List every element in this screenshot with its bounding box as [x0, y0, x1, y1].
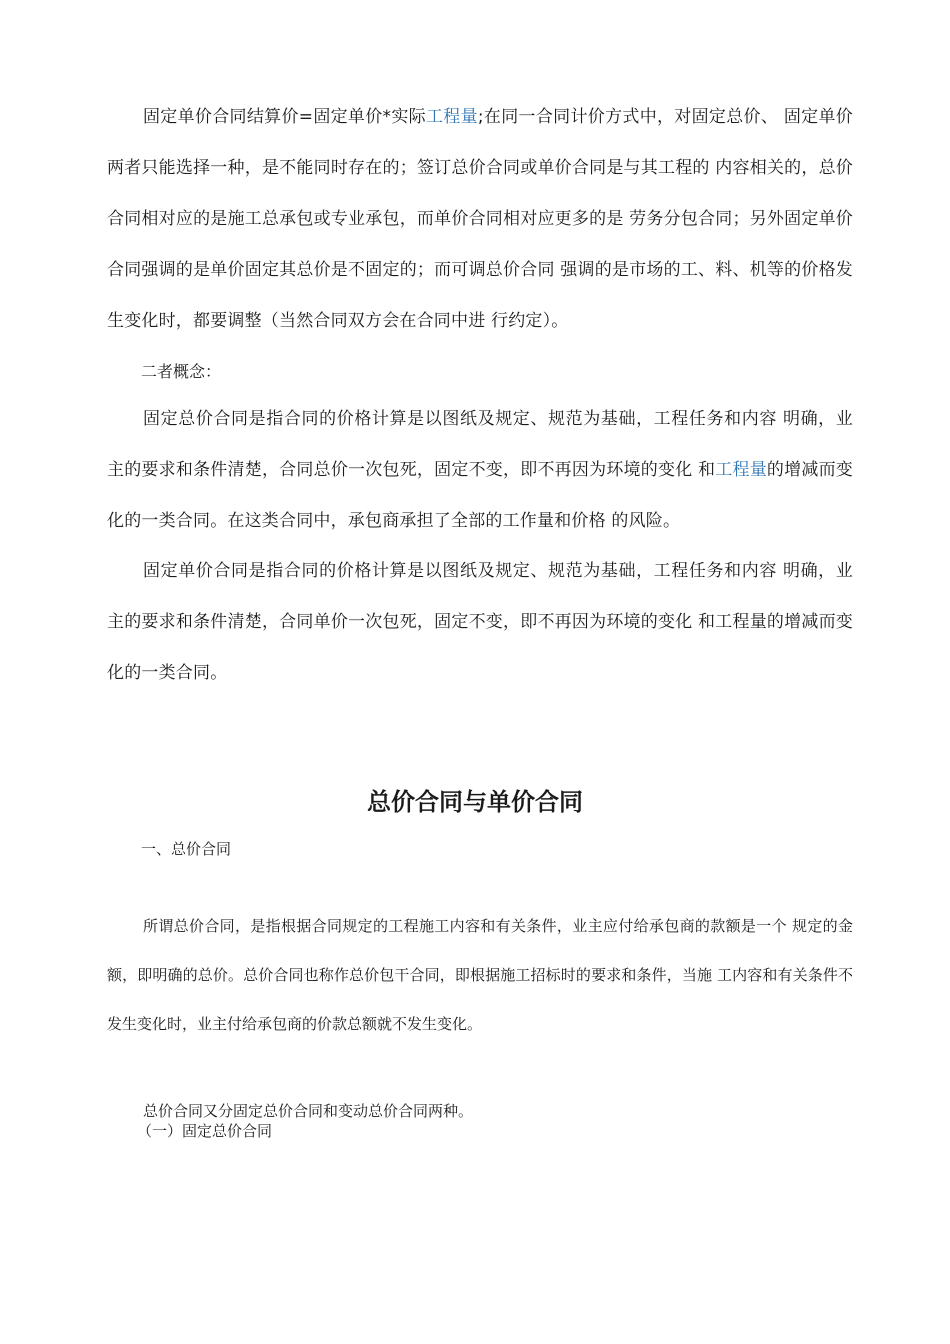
paragraph-text: 的增减而变化的一类合同。在这类合同中，承包商承担了全部的工作量和价格 的风险。	[107, 460, 853, 531]
concept-label: 二者概念：	[141, 362, 222, 381]
link-quantity[interactable]: 工程量	[715, 460, 767, 480]
paragraph-total-contract: 所谓总价合同，是指根据合同规定的工程施工内容和有关条件，业主应付给承包商的款额是一个 规定的金额，即明确的总价。总价合同也称作总价包干合同，即根据施工招标时的要求和条件，当施 工内容和有关条件不发生变化时，业主付给承包商的价款总额就不发生变化。	[107, 917, 853, 1033]
contract-types-line: 总价合同又分固定总价合同和变动总价合同两种。	[143, 1102, 474, 1120]
paragraph-text: 固定总价合同是指合同的价格计算是以图纸及规定、规范为基础，工程任务和内容 明确，业主的要求和条件清楚，合同总价一次包死，固定不变，即不再因为环境的变化 和	[107, 409, 853, 480]
paragraph-fixed-total	[107, 394, 853, 547]
paragraph-fixed-unit: 固定单价合同是指合同的价格计算是以图纸及规定、规范为基础，工程任务和内容 明确，业主的要求和条件清楚，合同单价一次包死，固定不变，即不再因为环境的变化 和工程量的增减而变化的一类合同。	[107, 561, 853, 683]
paragraph-text: 固定单价合同结算价=固定单价*实际	[143, 107, 426, 127]
fixed-total-heading: （一）固定总价合同	[137, 1122, 273, 1140]
paragraph-settlement	[107, 92, 853, 347]
paragraph-text: ;在同一合同计价方式中，对固定总价、 固定单价两者只能选择一种，是不能同时存在的；签订总价合同或单价合同是与其工程的 内容相关的，总价合同相对应的是施工总承包或专业承包，而单价合同相对应更多的是 劳务分包合同；另外固定单价合同强调的是单价固定其总价是不固定的；而可调总价合同 强调的是市场的工、料、机等的价格发生变化时，都要调整（当然合同双方会在合同中进 行约定）。	[107, 107, 853, 331]
section-title: 总价合同与单价合同	[367, 788, 583, 816]
link-quantity[interactable]: 工程量	[425, 107, 478, 127]
subsection-heading: 一、总价合同	[141, 840, 232, 858]
